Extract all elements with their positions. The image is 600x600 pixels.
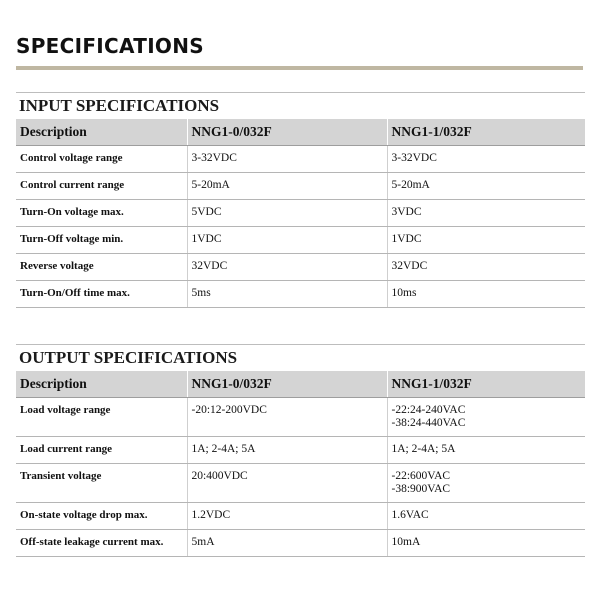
- value-model-b: [387, 464, 585, 503]
- row-description: Control current range: [16, 173, 187, 200]
- value-model-a: [187, 398, 387, 437]
- value-model-a: [187, 200, 387, 227]
- value-model-a: [187, 173, 387, 200]
- table-row: [16, 200, 585, 227]
- cell-value-line: 3VDC: [391, 206, 422, 218]
- table-row: [16, 254, 585, 281]
- cell-value-line: 10mA: [391, 536, 421, 548]
- value-model-b: [387, 173, 585, 200]
- cell-value-line: 5-20mA: [391, 179, 430, 191]
- cell-value-line: -38:900VAC: [391, 483, 451, 495]
- cell-value-line: 1A; 2-4A; 5A: [391, 443, 456, 455]
- page-title: SPECIFICATIONS: [16, 34, 204, 58]
- value-model-b: [387, 503, 585, 530]
- cell-value-line: -20:12-200VDC: [191, 404, 267, 416]
- value-model-a: [187, 254, 387, 281]
- table-row: [16, 398, 585, 437]
- cell-value-line: -22:600VAC: [391, 470, 451, 482]
- output-specifications-section: [16, 344, 585, 557]
- cell-value-line: -22:24-240VAC: [391, 404, 466, 416]
- cell-value-line: 1A; 2-4A; 5A: [191, 443, 256, 455]
- value-model-b: [387, 254, 585, 281]
- cell-value-line: 20:400VDC: [191, 470, 248, 482]
- table-header-row: [16, 119, 585, 146]
- cell-value-line: 1VDC: [191, 233, 222, 245]
- header-model-a: NNG1-0/032F: [187, 119, 387, 146]
- table-header-row: [16, 371, 585, 398]
- header-description: Description: [16, 371, 187, 398]
- value-model-a: [187, 281, 387, 308]
- value-model-b: [387, 146, 585, 173]
- cell-value-line: 1.6VAC: [391, 509, 429, 521]
- row-description: Turn-Off voltage min.: [16, 227, 187, 254]
- value-model-b: [387, 200, 585, 227]
- row-description: Turn-On voltage max.: [16, 200, 187, 227]
- table-row: [16, 173, 585, 200]
- cell-value-line: 5ms: [191, 287, 211, 299]
- value-model-a: [187, 530, 387, 557]
- table-row: [16, 437, 585, 464]
- header-model-b: NNG1-1/032F: [387, 371, 585, 398]
- row-description: Load current range: [16, 437, 187, 464]
- input-section-title: INPUT SPECIFICATIONS: [19, 96, 220, 115]
- cell-value-line: 32VDC: [391, 260, 428, 272]
- value-model-a: [187, 146, 387, 173]
- table-row: [16, 503, 585, 530]
- table-row: [16, 281, 585, 308]
- cell-value-line: -38:24-440VAC: [391, 417, 466, 429]
- row-description: On-state voltage drop max.: [16, 503, 187, 530]
- value-model-a: [187, 227, 387, 254]
- table-row: [16, 464, 585, 503]
- input-spec-table: [16, 119, 585, 308]
- output-section-title: OUTPUT SPECIFICATIONS: [19, 348, 238, 367]
- value-model-b: [387, 227, 585, 254]
- row-description: Transient voltage: [16, 464, 187, 503]
- row-description: Reverse voltage: [16, 254, 187, 281]
- row-description: Turn-On/Off time max.: [16, 281, 187, 308]
- value-model-b: [387, 530, 585, 557]
- value-model-a: [187, 437, 387, 464]
- table-row: [16, 146, 585, 173]
- row-description: Off-state leakage current max.: [16, 530, 187, 557]
- cell-value-line: 3-32VDC: [391, 152, 437, 164]
- cell-value-line: 1.2VDC: [191, 509, 231, 521]
- value-model-a: [187, 503, 387, 530]
- row-description: Control voltage range: [16, 146, 187, 173]
- value-model-b: [387, 281, 585, 308]
- header-model-a: NNG1-0/032F: [187, 371, 387, 398]
- table-row: [16, 227, 585, 254]
- cell-value-line: 5VDC: [191, 206, 222, 218]
- value-model-a: [187, 464, 387, 503]
- table-row: [16, 530, 585, 557]
- cell-value-line: 1VDC: [391, 233, 422, 245]
- cell-value-line: 5-20mA: [191, 179, 230, 191]
- header-model-b: NNG1-1/032F: [387, 119, 585, 146]
- cell-value-line: 5mA: [191, 536, 215, 548]
- value-model-b: [387, 437, 585, 464]
- cell-value-line: 3-32VDC: [191, 152, 237, 164]
- row-description: Load voltage range: [16, 398, 187, 437]
- value-model-b: [387, 398, 585, 437]
- title-underline: [16, 66, 583, 70]
- input-specifications-section: [16, 92, 585, 308]
- cell-value-line: 10ms: [391, 287, 417, 299]
- header-description: Description: [16, 119, 187, 146]
- cell-value-line: 32VDC: [191, 260, 228, 272]
- output-spec-table: [16, 371, 585, 557]
